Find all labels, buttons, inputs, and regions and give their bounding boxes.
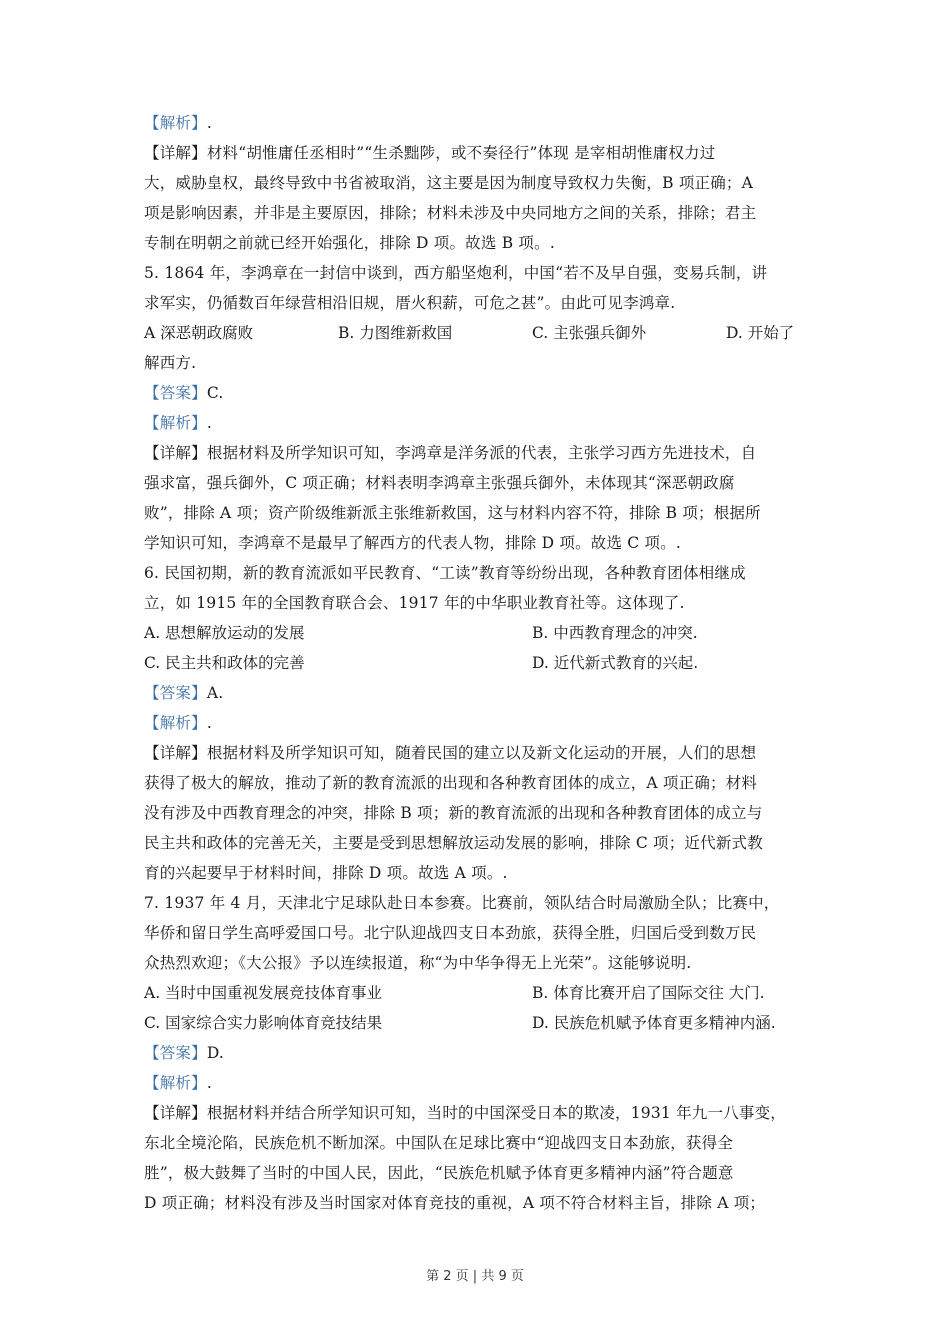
answer-label: 【答案】 [144,384,207,402]
q6-option-d: D. 近代新式教育的兴起. [532,654,699,672]
q4-analysis-line: 【解析】. [144,114,212,132]
detail-label: 【详解】 [144,444,207,462]
answer-label: 【答案】 [144,1044,207,1062]
q5-stem-line: 求军实，仍循数百年绿营相沿旧规，厝火积薪，可危之甚”。由此可见李鸿章. [144,294,676,312]
q5-detail-line: 学知识可知，李鸿章不是最早了解西方的代表人物，排除 D 项。故选 C 项。. [144,534,682,552]
q6-answer: A. [206,684,224,702]
q7-stem-line: 众热烈欢迎；《大公报》予以连续报道，称“为中华争得无上光荣”。这能够说明. [144,954,692,972]
detail-label: 【详解】 [144,144,207,162]
q5-detail-line: 【详解】根据材料及所学知识可知，李鸿章是洋务派的代表，主张学习西方先进技术，自 [144,444,757,462]
analysis-label: 【解析】 [144,114,207,132]
q7-option-c: C. 国家综合实力影响体育竞技结果 [144,1014,383,1032]
analysis-label: 【解析】 [144,414,207,432]
q7-stem-line: 7. 1937 年 4 月，天津北宁足球队赴日本参赛。比赛前，领队结合时局激励全队；比赛中， [144,894,780,912]
q5-option-b: B. 力图维新救国 [338,324,453,342]
q6-option-b: B. 中西教育理念的冲突. [532,624,698,642]
q5-analysis-line: 【解析】. [144,414,212,432]
analysis-label: 【解析】 [144,1074,207,1092]
q5-option-d: D. 开始了 [726,324,795,342]
q5-option-c: C. 主张强兵御外 [532,324,647,342]
q7-detail-line: 胜”，极大鼓舞了当时的中国人民，因此，“民族危机赋予体育更多精神内涵”符合题意 [144,1164,734,1182]
q7-options-row [144,978,808,1008]
q7-detail-line: D 项正确；材料没有涉及当时国家对体育竞技的重视，A 项不符合材料主旨，排除 A 项； [144,1194,766,1212]
q7-answer: D. [206,1044,225,1062]
q6-option-c: C. 民主共和政体的完善 [144,654,305,672]
q7-stem-line: 华侨和留日学生高呼爱国口号。北宁队迎战四支日本劲旅，获得全胜，归国后受到数万民 [144,924,757,942]
q5-detail-line: 强求富，强兵御外，C 项正确；材料表明李鸿章主张强兵御外，未体现其“深恶朝政腐 [144,474,735,492]
q5-option-overflow: 解西方. [144,354,197,372]
q6-detail-line: 育的兴起要早于材料时间，排除 D 项。故选 A 项。. [144,864,508,882]
analysis-label: 【解析】 [144,714,207,732]
q7-detail-line: 【详解】根据材料并结合所学知识可知，当时的中国深受日本的欺凌，1931 年九一八事变， [144,1104,786,1122]
q6-detail-line: 【详解】根据材料及所学知识可知，随着民国的建立以及新文化运动的开展，人们的思想 [144,744,757,762]
q6-answer-line [144,678,808,708]
document-page [144,108,808,1218]
q7-options-row [144,1008,808,1038]
q7-detail-line: 东北全境沦陷，民族危机不断加深。中国队在足球比赛中“迎战四支日本劲旅，获得全 [144,1134,734,1152]
q5-detail-line: 败”，排除 A 项；资产阶级维新派主张维新救国，这与材料内容不符，排除 B 项；根据所 [144,504,761,522]
q5-stem-line: 5. 1864 年，李鸿章在一封信中谈到，西方船坚炮利，中国“若不及早自强，变易兵制，讲 [144,264,768,282]
q4-detail-line: 项是影响因素，并非是主要原因，排除；材料未涉及中央同地方之间的关系，排除；君主 [144,204,757,222]
page-footer: 第 2 页 | 共 9 页 [426,1269,524,1284]
q6-options-row [144,648,808,678]
q5-answer-line [144,378,808,408]
q5-answer: C. [206,384,224,402]
q4-detail-line: 大，威胁皇权，最终导致中书省被取消，这主要是因为制度导致权力失衡，B 项正确；A [144,174,754,192]
q6-detail-line: 民主共和政体的完善无关，主要是受到思想解放运动发展的影响，排除 C 项；近代新式教 [144,834,763,852]
answer-label: 【答案】 [144,684,207,702]
q6-stem-line: 立，如 1915 年的全国教育联合会、1917 年的中华职业教育社等。这体现了. [144,594,685,612]
q4-detail-line: 【详解】材料“胡惟庸任丞相时”“生杀黜陟，或不奏径行”体现 是宰相胡惟庸权力过 [144,144,716,162]
q6-option-a: A. 思想解放运动的发展 [144,624,305,642]
q5-options [144,318,808,348]
q6-detail-line: 没有涉及中西教育理念的冲突，排除 B 项；新的教育流派的出现和各种教育团体的成立与 [144,804,763,822]
q7-analysis-line: 【解析】. [144,1074,212,1092]
q7-option-a: A. 当时中国重视发展竞技体育事业 [144,984,383,1002]
q7-option-b: B. 体育比赛开启了国际交往 大门. [532,984,765,1002]
detail-label: 【详解】 [144,744,207,762]
q6-options-row [144,618,808,648]
q7-answer-line [144,1038,808,1068]
q6-detail-line: 获得了极大的解放，推动了新的教育流派的出现和各种教育团体的成立，A 项正确；材料 [144,774,758,792]
q6-stem-line: 6. 民国初期，新的教育流派如平民教育、“工读”教育等纷纷出现，各种教育团体相继成 [144,564,746,582]
q6-analysis-line: 【解析】. [144,714,212,732]
detail-label: 【详解】 [144,1104,207,1122]
q5-option-a: A 深恶朝政腐败 [144,324,254,342]
q7-option-d: D. 民族危机赋予体育更多精神内涵. [532,1014,776,1032]
q4-detail-line: 专制在明朝之前就已经开始强化，排除 D 项。故选 B 项。. [144,234,555,252]
